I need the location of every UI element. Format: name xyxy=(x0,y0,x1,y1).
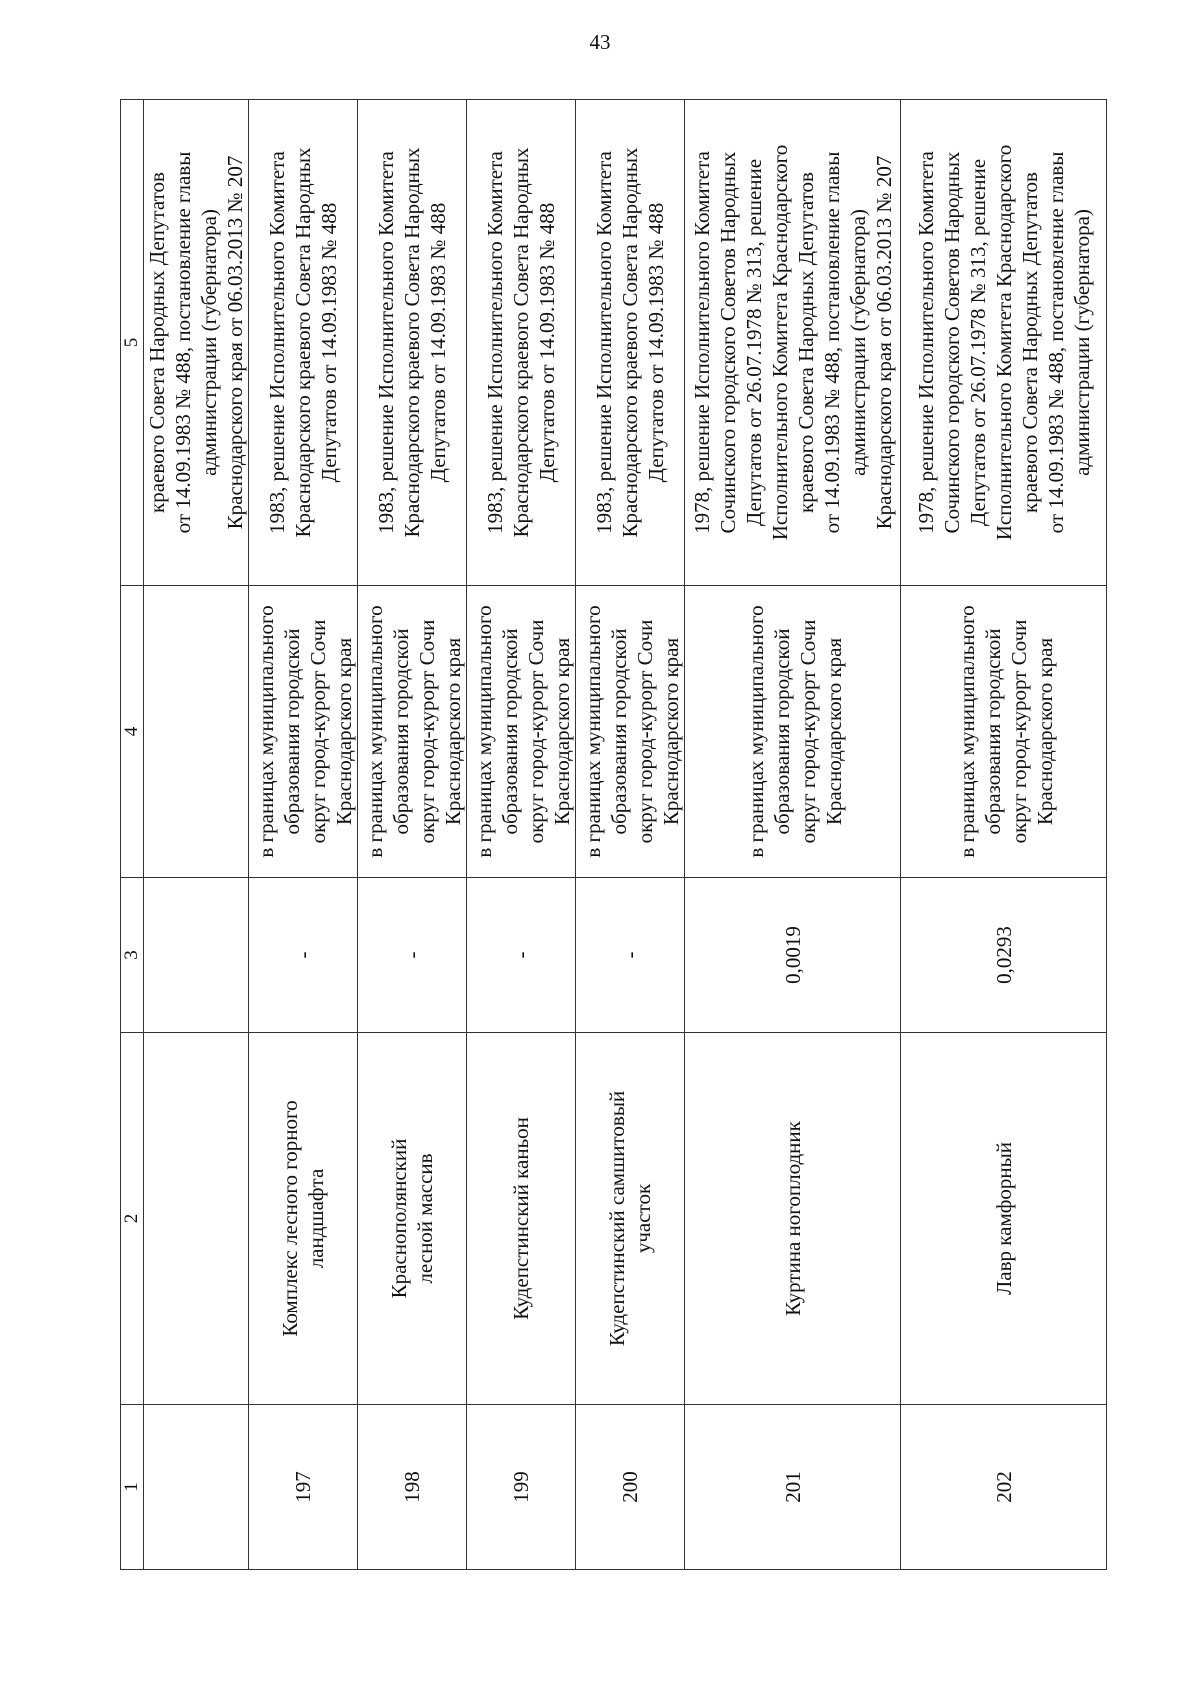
object-name-cell-text: Лавр камфорный xyxy=(991,1142,1016,1295)
location-cell xyxy=(358,586,467,878)
location-cell-text: в границах муниципального образования городской округ город-курорт Сочи Краснодарского края xyxy=(954,605,1057,858)
area-cell xyxy=(576,878,685,1033)
table-row xyxy=(576,100,685,1570)
object-name-cell-text: Краснополянский лесной массив xyxy=(387,1138,437,1299)
row-number-cell-text: 198 xyxy=(400,1471,424,1503)
area-cell xyxy=(685,878,901,1033)
object-name-cell xyxy=(685,1033,901,1405)
object-name-cell xyxy=(576,1033,685,1405)
header-row xyxy=(121,100,144,1570)
area-cell-text: 0,0293 xyxy=(991,926,1016,984)
area-cell xyxy=(249,878,358,1033)
row-number-cell xyxy=(685,1405,901,1570)
object-name-cell xyxy=(358,1033,467,1405)
legal-basis-cell-text: 1983, решение Исполнительного Комитета Краснодарского краевого Совета Народных Депутатов от 14.09.1983 № 488 xyxy=(374,147,450,538)
table-row xyxy=(467,100,576,1570)
header-col-2: 2 xyxy=(121,1033,144,1405)
location-cell xyxy=(467,586,576,878)
location-cell-text: в границах муниципального образования городской округ город-курорт Сочи Краснодарского края xyxy=(254,605,356,858)
table-row xyxy=(358,100,467,1570)
location-cell-text: в границах муниципального образования городской округ город-курорт Сочи Краснодарского края xyxy=(743,605,846,858)
legal-basis-cell-text: 1983, решение Исполнительного Комитета Краснодарского краевого Совета Народных Депутатов от 14.09.1983 № 488 xyxy=(265,147,341,538)
location-cell xyxy=(576,586,685,878)
legal-basis-cell xyxy=(576,100,685,586)
row-number-cell-text: 197 xyxy=(291,1471,315,1503)
area-cell xyxy=(358,878,467,1033)
location-cell-text: в границах муниципального образования городской округ город-курорт Сочи Краснодарского края xyxy=(363,605,465,858)
object-name-cell xyxy=(249,1033,358,1405)
row-number-cell-text: 200 xyxy=(618,1471,642,1503)
rotated-table-container xyxy=(120,100,1094,1570)
location-cell xyxy=(144,586,249,878)
area-cell-text: - xyxy=(509,951,533,959)
row-number-cell xyxy=(576,1405,685,1570)
row-number-cell xyxy=(144,1405,249,1570)
object-name-cell xyxy=(901,1033,1107,1405)
header-col-3: 3 xyxy=(121,878,144,1033)
table-row xyxy=(901,100,1107,1570)
location-cell-text: в границах муниципального образования городской округ город-курорт Сочи Краснодарского края xyxy=(581,605,683,858)
legal-basis-cell xyxy=(144,100,249,586)
row-number-cell xyxy=(358,1405,467,1570)
table-row xyxy=(144,100,249,1570)
row-number-cell xyxy=(901,1405,1107,1570)
location-cell-text: в границах муниципального образования городской округ город-курорт Сочи Краснодарского края xyxy=(472,605,574,858)
page-number: 43 xyxy=(589,30,611,54)
area-cell-text: - xyxy=(618,951,642,959)
legal-basis-cell-text: 1983, решение Исполнительного Комитета Краснодарского краевого Совета Народных Депутатов от 14.09.1983 № 488 xyxy=(592,147,668,538)
object-name-cell xyxy=(467,1033,576,1405)
legal-basis-cell-text: 1983, решение Исполнительного Комитета Краснодарского краевого Совета Народных Депутатов от 14.09.1983 № 488 xyxy=(483,147,559,538)
object-name-cell-text: Комплекс лесного горного ландшафта xyxy=(278,1100,328,1337)
location-cell xyxy=(685,586,901,878)
location-cell xyxy=(901,586,1107,878)
header-col-5: 5 xyxy=(121,100,144,586)
area-cell xyxy=(144,878,249,1033)
header-col-4: 4 xyxy=(121,586,144,878)
legal-basis-cell xyxy=(358,100,467,586)
area-cell xyxy=(467,878,576,1033)
area-cell xyxy=(901,878,1107,1033)
object-name-cell xyxy=(144,1033,249,1405)
object-name-cell-text: Кудепстинский самшитовый участок xyxy=(605,1090,655,1347)
legal-basis-cell xyxy=(685,100,901,586)
legal-basis-cell-text: 1978, решение Исполнительного Комитета Сочинского городского Советов Народных Депутатов от 26.07.1978 № 313, решение Исполнительного Комитета Краснодарского краевого Совета Народных Депутатов от 14.09.1983 № 488, постановление главы администрации (губернатора) xyxy=(913,144,1094,541)
legal-basis-cell xyxy=(249,100,358,586)
area-cell-text: - xyxy=(400,951,424,959)
legal-basis-cell-text: краевого Совета Народных Депутатов от 14.09.1983 № 488, постановление главы администрации (губернатора) Краснодарского края от 06.03.2013 № 207 xyxy=(145,151,247,534)
area-cell-text: - xyxy=(291,951,315,959)
table-row xyxy=(685,100,901,1570)
legal-basis-cell xyxy=(901,100,1107,586)
header-col-1: 1 xyxy=(121,1405,144,1570)
row-number-cell xyxy=(249,1405,358,1570)
registry-table xyxy=(120,99,1107,1570)
legal-basis-cell-text: 1978, решение Исполнительного Комитета Сочинского городского Советов Народных Депутатов от 26.07.1978 № 313, решение Исполнительного Комитета Краснодарского краевого Совета Народных Депутатов от 14.09.1983 № 488, постановление главы администрации (губернатора) Краснодарского края от 06.03.2013 № 207 xyxy=(689,144,896,541)
legal-basis-cell xyxy=(467,100,576,586)
area-cell-text: 0,0019 xyxy=(780,926,805,984)
table-row xyxy=(249,100,358,1570)
row-number-cell-text: 202 xyxy=(991,1471,1016,1503)
row-number-cell-text: 201 xyxy=(780,1471,805,1503)
location-cell xyxy=(249,586,358,878)
object-name-cell-text: Кудепстинский каньон xyxy=(509,1117,533,1320)
row-number-cell-text: 199 xyxy=(509,1471,533,1503)
row-number-cell xyxy=(467,1405,576,1570)
object-name-cell-text: Куртина ногоплодник xyxy=(780,1121,805,1316)
